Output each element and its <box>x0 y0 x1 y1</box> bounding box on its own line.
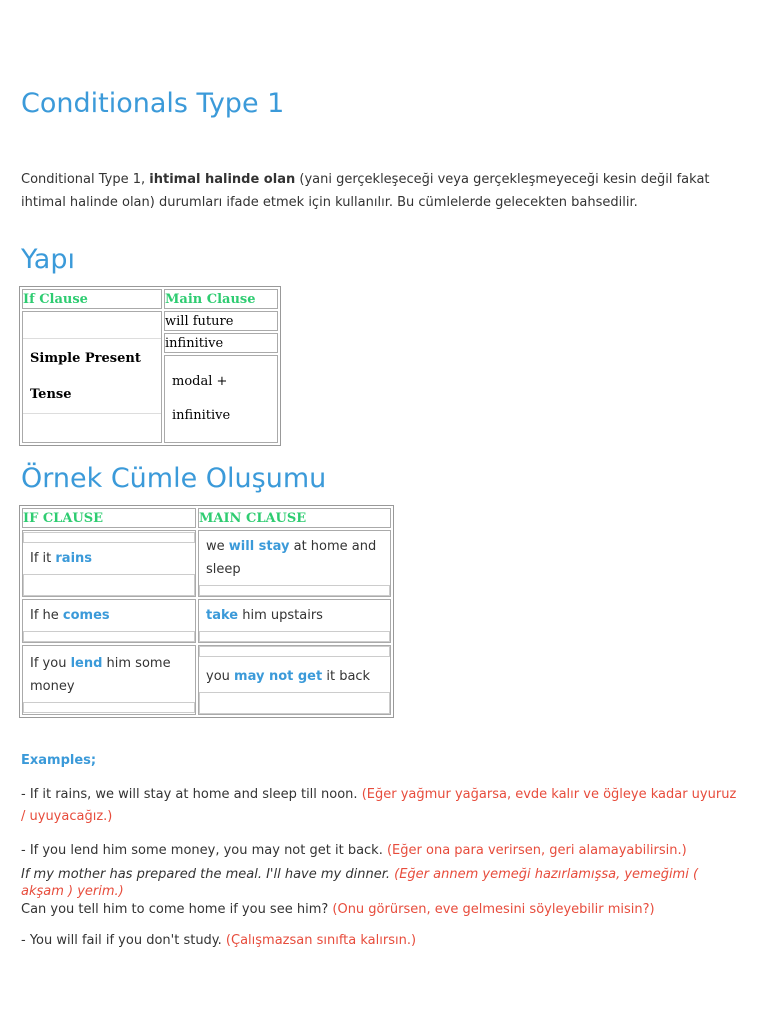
example-translation: (Eğer ona para verirsen, geri alamayabilirsin.) <box>386 843 687 858</box>
structure-header-if: If Clause <box>22 289 162 309</box>
example-main-cell <box>198 530 391 597</box>
example-main-text: you <box>206 669 235 684</box>
example-if-keyword: lend <box>70 655 103 671</box>
example-main-cell <box>198 599 391 643</box>
example-english: Can you tell him to come home if you see him? <box>21 902 333 917</box>
structure-if-cell <box>22 311 162 443</box>
example-if-text: If you <box>30 655 71 671</box>
example-if-keyword: comes <box>62 608 110 623</box>
example-main-text-end: at home and sleep <box>206 539 377 577</box>
example-english: - If you lend him some money, you may not get it back. <box>21 843 387 858</box>
example-sentence-5 <box>21 930 741 952</box>
structure-table <box>19 286 281 446</box>
intro-paragraph <box>21 168 748 214</box>
structure-main-modal-line2: infinitive <box>172 408 231 423</box>
structure-header-main: Main Clause <box>164 289 278 309</box>
example-sentence-1 <box>21 784 741 828</box>
example-sentence-2 <box>21 840 741 862</box>
example-if-cell <box>22 645 196 715</box>
example-if-text: If it <box>30 550 56 566</box>
intro-bold-text: ihtimal halinde olan <box>149 172 296 187</box>
example-main-text: we <box>206 539 229 554</box>
example-if-text-end: him some money <box>30 655 171 694</box>
example-table <box>19 505 394 718</box>
example-main-keyword: take <box>206 608 239 623</box>
example-main-text-end: it back <box>322 669 371 684</box>
intro-text-end: (yani gerçekleşeceği veya gerçekleşmeyeceği kesin değil fakat ihtimal halinde olan) durumları ifade etmek için kullanılır. Bu cümlelerde gelecekten bahsedilir. <box>21 172 710 210</box>
example-if-text: If he <box>30 608 63 623</box>
example-main-keyword: will stay <box>228 539 290 554</box>
example-sentence-3 <box>21 866 741 900</box>
example-translation: (Eğer yağmur yağarsa, evde kalır ve öğleye kadar uyuruz / uyuyacağız.) <box>21 787 737 824</box>
ornek-heading: Örnek Cümle Oluşumu <box>21 463 327 494</box>
example-english: - You will fail if you don't study. <box>21 933 226 948</box>
example-main-text-end: him upstairs <box>238 608 323 623</box>
structure-if-line1: Simple Present <box>30 351 141 366</box>
example-translation: (Çalışmazsan sınıfta kalırsın.) <box>225 933 417 948</box>
example-english: If my mother has prepared the meal. I'll have my dinner. <box>21 867 395 882</box>
table-row <box>22 599 391 643</box>
structure-main-modal-line1: modal + <box>172 374 228 389</box>
example-english: - If it rains, we will stay at home and sleep till noon. <box>21 787 362 802</box>
structure-if-line2: Tense <box>30 387 72 402</box>
example-main-cell <box>198 645 391 715</box>
example-sentence-4 <box>21 899 741 921</box>
example-if-keyword: rains <box>55 550 93 566</box>
example-header-main: MAIN CLAUSE <box>198 508 391 528</box>
example-if-cell <box>22 530 196 597</box>
table-row <box>22 645 391 715</box>
example-main-keyword: may not get <box>234 669 323 684</box>
structure-main-infinitive: infinitive <box>164 333 278 353</box>
example-translation: (Eğer annem yemeği hazırlamışsa, yemeğimi ( akşam ) yerim.) <box>21 867 699 899</box>
structure-main-will-future: will future <box>164 311 278 331</box>
example-translation: (Onu görürsen, eve gelmesini söyleyebilir misin?) <box>332 902 655 917</box>
intro-text-start: Conditional Type 1, <box>21 172 150 187</box>
page-title: Conditionals Type 1 <box>21 88 285 119</box>
table-row <box>22 530 391 597</box>
examples-label: Examples; <box>21 753 97 768</box>
yapi-heading: Yapı <box>21 244 75 275</box>
example-header-if: IF CLAUSE <box>22 508 196 528</box>
example-if-cell <box>22 599 196 643</box>
structure-main-modal <box>164 355 278 443</box>
